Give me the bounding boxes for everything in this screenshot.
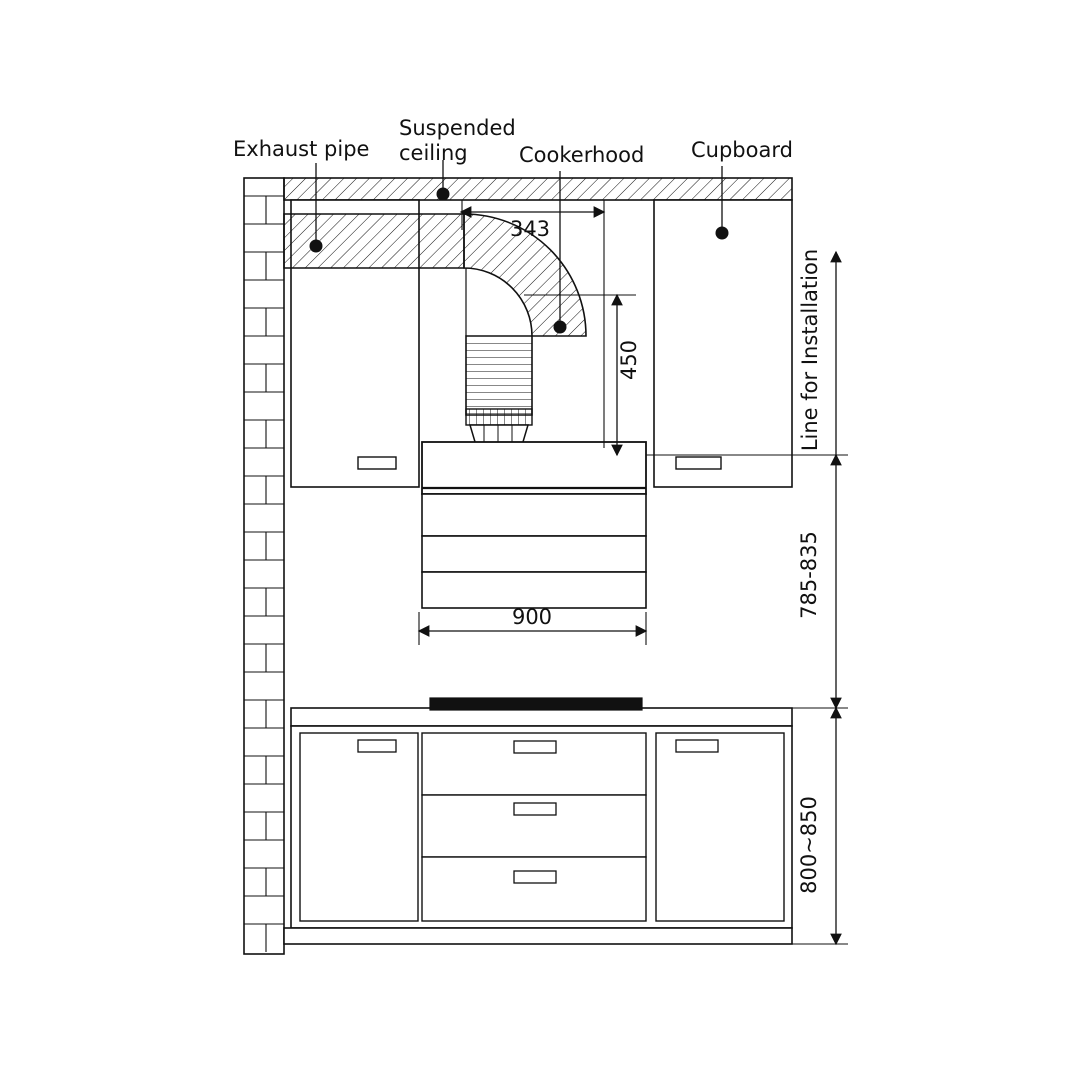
callout-label-cupboard: Cupboard [691,138,793,162]
cookerhood-dot [554,321,567,334]
countertop [291,698,792,726]
callout-label-exhaust-pipe: Exhaust pipe [233,137,370,161]
cookerhood-body [422,442,646,608]
callout-label-suspended-ceiling-line1: Suspended [399,116,516,140]
upper-cupboard-right [654,200,792,487]
wall-brick-section [244,178,284,954]
suspended-ceiling-dot [437,188,450,201]
dimension-785-835 [797,455,836,708]
base-cabinets [284,726,792,944]
suspended-ceiling [284,178,792,200]
dimension-450-value: 450 [617,339,641,381]
dimension-900 [419,605,646,645]
exhaust-pipe-dot [310,240,323,253]
dimension-800-850-value: 800~850 [797,796,821,894]
cupboard-dot [716,227,729,240]
hob [430,698,642,710]
dimension-800-850 [797,708,836,944]
dimension-900-value: 900 [511,605,553,629]
dimension-343-value: 343 [509,217,551,241]
callout-label-cookerhood: Cookerhood [519,143,645,167]
callout-label-suspended-ceiling-line2: ceiling [399,141,468,165]
installation-line-label: Line for Installation [798,248,822,452]
dimension-785-835-value: 785-835 [797,531,821,619]
